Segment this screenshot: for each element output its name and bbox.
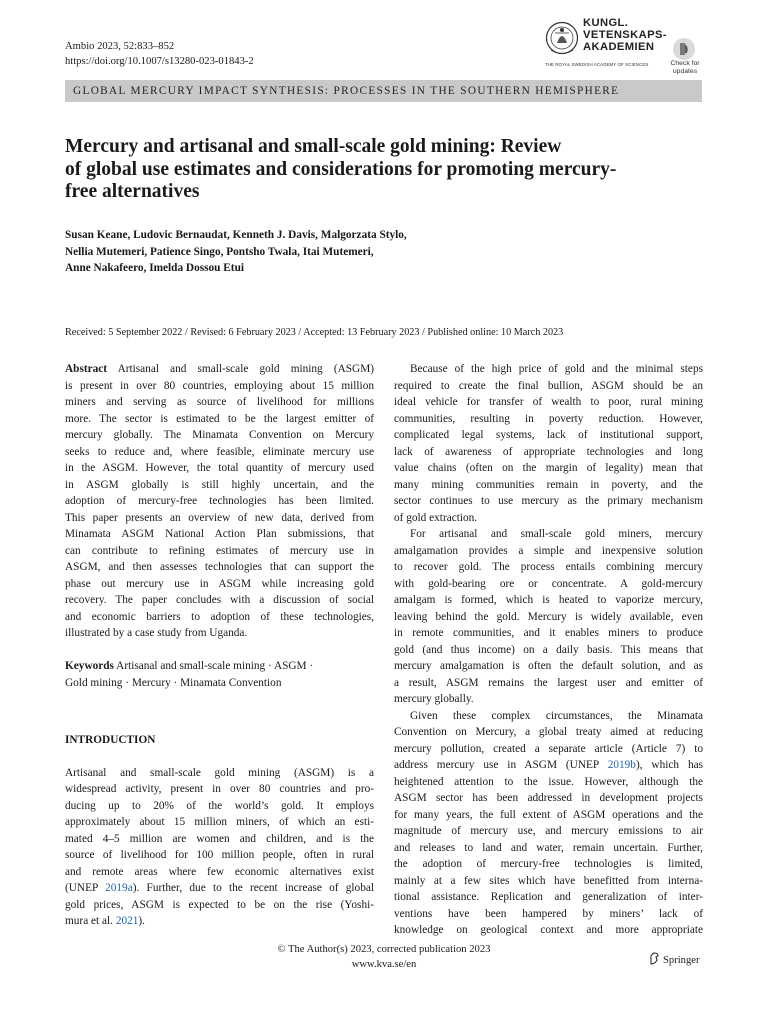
article-title [65, 136, 705, 204]
abstract-line: recovery. The paper concludes with a discussion of social [65, 594, 374, 606]
intro-line: widespread activity, present in over 80 countries and pro- [65, 783, 374, 795]
body-line: to recover gold. The process entails combining mercury [394, 561, 703, 573]
intro-line: source of livelihood for 100 million people, often in rural [65, 849, 374, 861]
abstract-line: is present in over 80 countries, employing about 15 million [65, 379, 374, 392]
title-line: free alternatives [65, 181, 200, 202]
intro-line: mura et al. 2021). [65, 915, 146, 927]
abstract-line: more. The sector is estimated to be the largest emitter of [65, 412, 374, 425]
abstract [65, 361, 374, 642]
body-line: complicated legal systems, lack of institutional support, [394, 429, 703, 441]
publication-dates: Received: 5 September 2022 / Revised: 6 February 2023 / Accepted: 13 February 2023 / Published online: 10 March 2023 [65, 327, 564, 338]
kva-line-2: VETENSKAPS- [583, 29, 667, 42]
abstract-line: ASGM, and then assesses technologies that can support the [65, 561, 374, 573]
body-line: communities, resulting in poverty reduction. However, [394, 412, 703, 425]
body-line: ASGM sector has been addressed in development projects [394, 792, 703, 804]
right-column [394, 361, 703, 939]
body-line: mercury pollution, created a separate article (Article 7) to [394, 742, 703, 755]
check-for-updates-badge[interactable] [668, 38, 702, 74]
abstract-line: This paper presents an overview of new data, derived from [65, 511, 374, 524]
intro-line: (UNEP 2019a). Further, due to the recent increase of global [65, 882, 374, 894]
kva-tagline: THE ROYAL SWEDISH ACADEMY OF SCIENCES [545, 62, 649, 67]
title-line: Mercury and artisanal and small-scale gold mining: Review [65, 136, 562, 157]
abstract-line: seeks to reduce and, where feasible, eliminate mercury use [65, 445, 374, 458]
journal-reference [65, 40, 254, 69]
kva-line-3: AKADEMIEN [583, 41, 655, 54]
abstract-line: Artisanal and small-scale gold mining (ASGM) [117, 363, 374, 375]
body-line: mercury amalgamation is often the default solution, and as [394, 660, 703, 672]
body-line: of gold extraction. [394, 511, 478, 524]
body-line: and releases to land and water, remain uncertain. Further, [394, 841, 703, 854]
body-line: For artisanal and small-scale gold miners, mercury [410, 528, 703, 540]
kva-seal-icon [545, 19, 579, 59]
body-line: ideal vehicle for transfer of wealth to poor, rural mining [394, 396, 703, 408]
doi-link[interactable]: https://doi.org/10.1007/s13280-023-01843-2 [65, 55, 254, 67]
abstract-label: Abstract [65, 363, 108, 375]
body-line: Because of the high price of gold and the minimal steps [410, 363, 703, 375]
check-updates-label-1: Check for [670, 60, 700, 67]
check-updates-icon [673, 38, 695, 60]
abstract-line: mercury globally. The Minamata Convention on Mercury [65, 429, 374, 441]
author-line: Susan Keane, Ludovic Bernaudat, Kenneth J. Davis, Malgorzata Stylo, [65, 229, 407, 241]
abstract-line: illustrated by a case study from Uganda. [65, 627, 248, 639]
body-line: knowledge on geological context and more appropriate [394, 924, 703, 936]
abstract-line: Minamata ASGM National Action Plan submissions, that [65, 528, 374, 540]
paragraph-1 [394, 361, 703, 526]
body-line: for many years, the full extent of ASGM operations and the [394, 808, 703, 821]
intro-line: Artisanal and small-scale gold mining (ASGM) is a [65, 766, 374, 779]
kva-logo [545, 17, 665, 71]
abstract-line: in the ASGM. However, the total quantity of mercury used [65, 462, 374, 474]
keywords-label: Keywords [65, 660, 114, 672]
kva-line-1: KUNGL. [583, 17, 629, 29]
copyright-notice: © The Author(s) 2023, corrected publication 2023 [277, 944, 491, 955]
body-line: in remote communities, and it enables miners to produce [394, 627, 703, 639]
intro-line: and remote areas where few economic alternatives exist [65, 865, 374, 878]
intro-line: gold prices, ASGM is expected to be on the rise (Yoshi- [65, 898, 374, 911]
body-line: Convention on Mercury, a global treaty aimed at reducing [394, 726, 703, 738]
body-line: mercury globally. [394, 693, 474, 705]
body-line: address mercury use in ASGM (UNEP 2019b), which has [394, 759, 703, 771]
author-line: Nellia Mutemeri, Patience Singo, Pontsho Twala, Itai Mutemeri, [65, 245, 374, 258]
body-line: amalgamation provides a simple and inexpensive solution [394, 544, 703, 557]
body-line: required to create the final bullion, ASGM should be an [394, 379, 703, 392]
body-line: amalgam is formed, which is heated to vaporize mercury, [394, 594, 703, 606]
publisher-name: Springer [663, 955, 700, 966]
footer-url[interactable]: www.kva.se/en [351, 959, 417, 970]
left-column [65, 361, 374, 930]
paragraph-3 [394, 708, 703, 939]
intro-line: approximately about 15 million miners, of which an esti- [65, 816, 374, 828]
abstract-line: adoption of mercury-free technologies has been limited. [65, 495, 374, 507]
keywords [65, 658, 374, 691]
abstract-line: in ASGM globally is still highly uncertain, and the [65, 478, 374, 491]
body-line: sector continues to use mercury as the primary mechanism [394, 495, 703, 507]
body-line: with gold-bearing ore or concentrate. A gold-mercury [394, 577, 703, 590]
citation-link-yoshimura-2021[interactable]: 2021 [115, 915, 139, 927]
body-line: ventions have been hampered by miners’ lack of [394, 907, 703, 920]
intro-line: ducing up to 20% of the world’s gold. It employs [65, 799, 374, 812]
keywords-line: Gold mining · Mercury · Minamata Convention [65, 676, 282, 689]
body-line: mainly at a few sites which have benefitted from interna- [394, 874, 703, 887]
body-line: value chains (often on the margin of legality) mean that [394, 462, 703, 474]
body-line: a result, ASGM remains the largest user and emitter of [394, 676, 703, 689]
section-heading-introduction: INTRODUCTION [65, 734, 156, 746]
introduction-paragraph [65, 765, 374, 930]
body-line: heightened attention to the issue. However, although the [394, 775, 703, 788]
body-line: lack of awareness of appropriate technologies and long [394, 445, 703, 458]
abstract-line: and economic barriers to adoption of these technologies, [65, 610, 374, 623]
publisher-logo [648, 952, 699, 966]
kva-wordmark [583, 17, 667, 54]
title-line: of global use estimates and considerations for promoting mercury- [65, 158, 617, 180]
body-line: Given these complex circumstances, the Minamata [410, 709, 703, 722]
body-line: leaving behind the gold. Mercury is widely available, even [394, 610, 703, 623]
paragraph-2 [394, 526, 703, 708]
section-banner: GLOBAL MERCURY IMPACT SYNTHESIS: PROCESSES IN THE SOUTHERN HEMISPHERE [65, 80, 702, 102]
journal-citation: Ambio 2023, 52:833–852 [65, 41, 175, 52]
check-updates-label-2: updates [672, 67, 698, 75]
springer-horse-icon [648, 952, 660, 965]
citation-link-unep-2019a[interactable]: 2019a [105, 882, 133, 894]
body-line: tional assistance. Replication and generalization of inter- [394, 891, 703, 903]
body-line: the adoption of mercury-free technologies is limited, [394, 858, 703, 870]
intro-line: mated 4–5 million are women and children, and is the [65, 832, 374, 845]
abstract-line: miners and serving as source of livelihood for millions [65, 396, 374, 408]
abstract-line: phase out mercury use in ASGM while increasing gold [65, 577, 374, 590]
body-line: magnitude of mercury use, and mercury emissions to air [394, 825, 703, 837]
citation-link-unep-2019b[interactable]: 2019b [607, 759, 636, 771]
body-line: gold (and thus income) on a daily basis. This means that [394, 643, 703, 656]
keywords-line: Artisanal and small-scale mining · ASGM · [116, 660, 314, 672]
author-line: Anne Nakafeero, Imelda Dossou Etui [65, 262, 244, 274]
author-list [65, 227, 407, 277]
body-line: many mining communities remain in poverty, and the [394, 478, 703, 491]
abstract-line: can contribute to refining estimates of mercury use in [65, 544, 374, 557]
